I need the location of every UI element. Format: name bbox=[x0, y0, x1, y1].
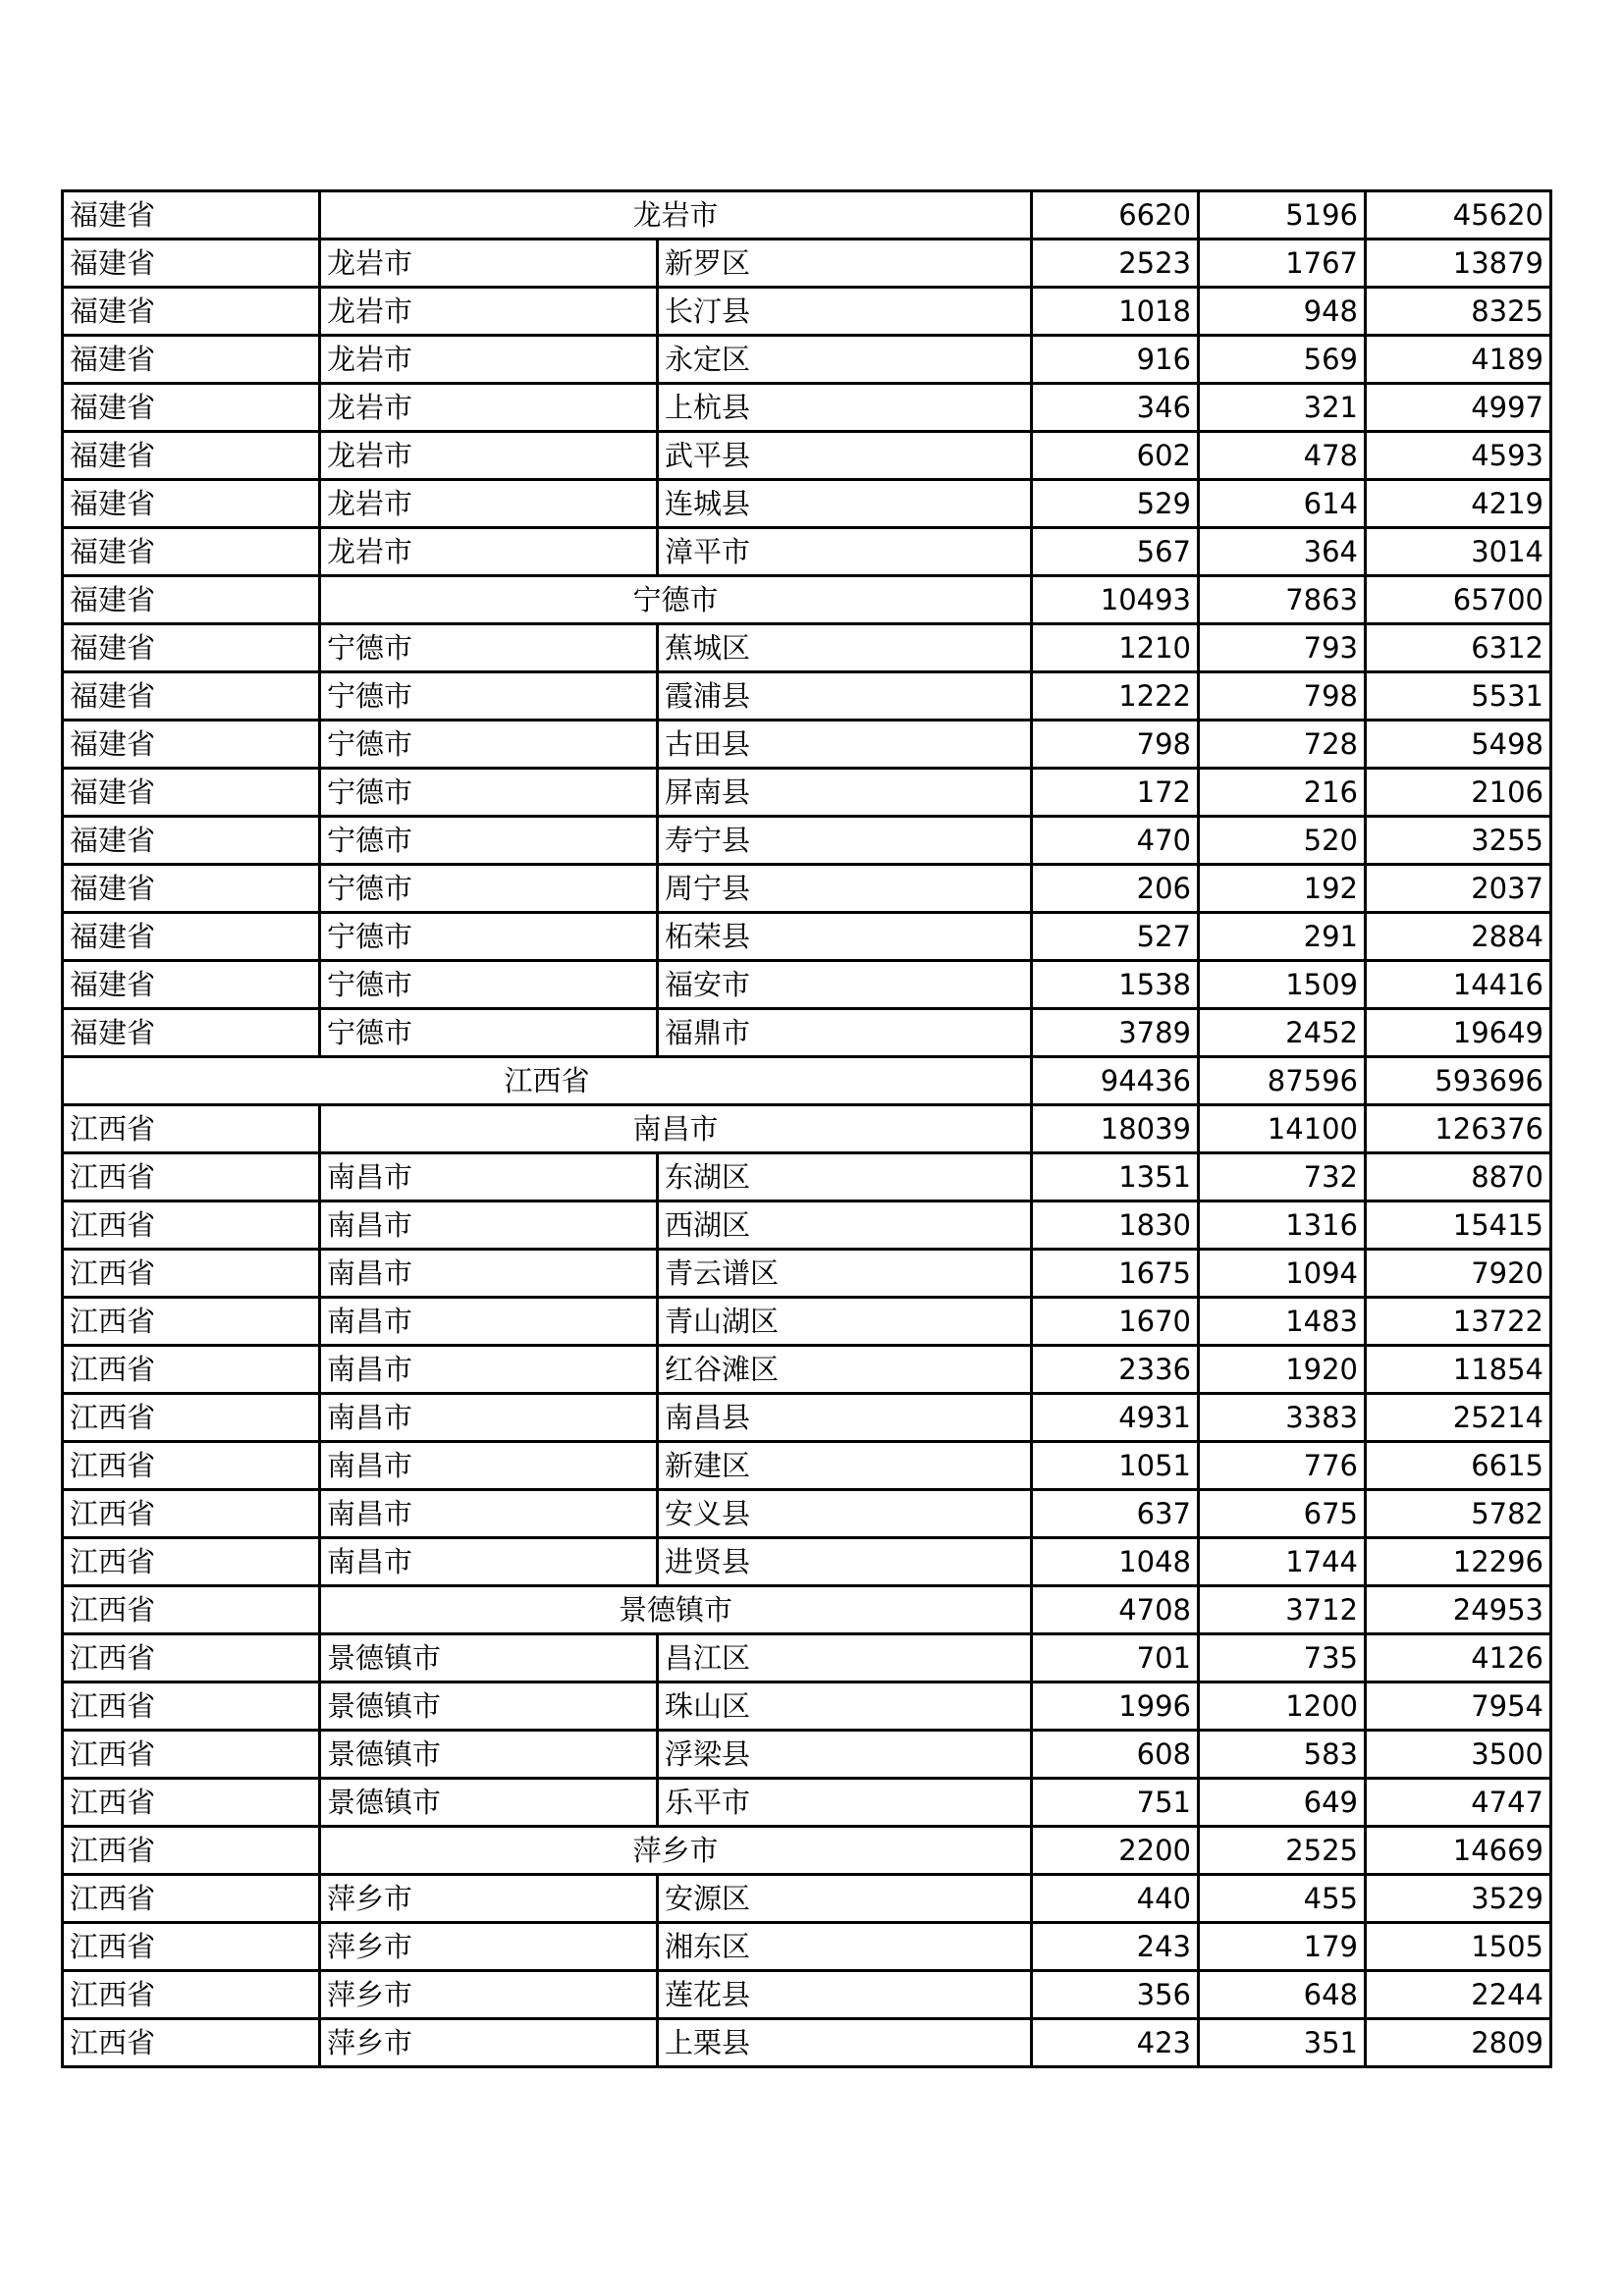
value-cell-1: 1210 bbox=[1032, 624, 1199, 672]
value-cell-3: 126376 bbox=[1366, 1105, 1551, 1153]
table-row bbox=[63, 624, 1551, 672]
district-cell: 漳平市 bbox=[658, 528, 1032, 576]
province-cell: 福建省 bbox=[63, 1009, 320, 1057]
value-cell-3: 4997 bbox=[1366, 384, 1551, 432]
value-cell-3: 2884 bbox=[1366, 913, 1551, 961]
table-row bbox=[63, 1490, 1551, 1538]
value-cell-3: 13722 bbox=[1366, 1298, 1551, 1346]
table-row bbox=[63, 1779, 1551, 1827]
value-cell-3: 15415 bbox=[1366, 1201, 1551, 1250]
value-cell-2: 648 bbox=[1199, 1971, 1366, 2019]
district-cell: 霞浦县 bbox=[658, 672, 1032, 721]
value-cell-2: 798 bbox=[1199, 672, 1366, 721]
district-cell: 柘荣县 bbox=[658, 913, 1032, 961]
province-cell: 江西省 bbox=[63, 1971, 320, 2019]
value-cell-1: 243 bbox=[1032, 1923, 1199, 1971]
value-cell-3: 5531 bbox=[1366, 672, 1551, 721]
city-cell: 宁德市 bbox=[320, 624, 658, 672]
value-cell-2: 3383 bbox=[1199, 1394, 1366, 1442]
province-cell: 江西省 bbox=[63, 2019, 320, 2067]
value-cell-1: 2200 bbox=[1032, 1827, 1199, 1875]
district-cell: 连城县 bbox=[658, 480, 1032, 528]
value-cell-1: 529 bbox=[1032, 480, 1199, 528]
city-cell: 南昌市 bbox=[320, 1153, 658, 1201]
value-cell-3: 3529 bbox=[1366, 1875, 1551, 1923]
value-cell-3: 4747 bbox=[1366, 1779, 1551, 1827]
district-cell: 周宁县 bbox=[658, 865, 1032, 913]
value-cell-1: 602 bbox=[1032, 432, 1199, 480]
value-cell-1: 701 bbox=[1032, 1634, 1199, 1682]
province-cell: 江西省 bbox=[63, 1538, 320, 1586]
district-cell: 红谷滩区 bbox=[658, 1346, 1032, 1394]
value-cell-2: 1094 bbox=[1199, 1250, 1366, 1298]
value-cell-2: 1483 bbox=[1199, 1298, 1366, 1346]
city-cell: 龙岩市 bbox=[320, 528, 658, 576]
district-cell: 青山湖区 bbox=[658, 1298, 1032, 1346]
value-cell-3: 13879 bbox=[1366, 240, 1551, 288]
city-cell: 萍乡市 bbox=[320, 2019, 658, 2067]
city-cell: 南昌市 bbox=[320, 1490, 658, 1538]
table-row bbox=[63, 1250, 1551, 1298]
province-cell: 福建省 bbox=[63, 576, 320, 624]
province-cell: 江西省 bbox=[63, 1490, 320, 1538]
value-cell-2: 14100 bbox=[1199, 1105, 1366, 1153]
city-cell: 南昌市 bbox=[320, 1298, 658, 1346]
table-row bbox=[63, 1971, 1551, 2019]
table-row bbox=[63, 961, 1551, 1009]
value-cell-1: 1351 bbox=[1032, 1153, 1199, 1201]
value-cell-2: 478 bbox=[1199, 432, 1366, 480]
value-cell-1: 356 bbox=[1032, 1971, 1199, 2019]
table-row bbox=[63, 336, 1551, 384]
value-cell-1: 751 bbox=[1032, 1779, 1199, 1827]
district-cell: 乐平市 bbox=[658, 1779, 1032, 1827]
value-cell-3: 2106 bbox=[1366, 769, 1551, 817]
district-cell: 长汀县 bbox=[658, 288, 1032, 336]
value-cell-1: 1675 bbox=[1032, 1250, 1199, 1298]
value-cell-2: 614 bbox=[1199, 480, 1366, 528]
value-cell-1: 440 bbox=[1032, 1875, 1199, 1923]
district-cell: 湘东区 bbox=[658, 1923, 1032, 1971]
city-cell: 宁德市 bbox=[320, 721, 658, 769]
district-cell: 浮梁县 bbox=[658, 1731, 1032, 1779]
district-cell: 武平县 bbox=[658, 432, 1032, 480]
table-row bbox=[63, 769, 1551, 817]
city-cell: 宁德市 bbox=[320, 769, 658, 817]
city-total-cell: 宁德市 bbox=[320, 576, 1032, 624]
city-cell: 宁德市 bbox=[320, 913, 658, 961]
table-row bbox=[63, 1827, 1551, 1875]
city-cell: 龙岩市 bbox=[320, 288, 658, 336]
table-row bbox=[63, 191, 1551, 240]
value-cell-2: 7863 bbox=[1199, 576, 1366, 624]
value-cell-2: 793 bbox=[1199, 624, 1366, 672]
table-row bbox=[63, 1586, 1551, 1634]
value-cell-3: 1505 bbox=[1366, 1923, 1551, 1971]
province-cell: 江西省 bbox=[63, 1153, 320, 1201]
value-cell-2: 5196 bbox=[1199, 191, 1366, 240]
value-cell-3: 593696 bbox=[1366, 1057, 1551, 1105]
value-cell-3: 3014 bbox=[1366, 528, 1551, 576]
value-cell-3: 25214 bbox=[1366, 1394, 1551, 1442]
value-cell-1: 2523 bbox=[1032, 240, 1199, 288]
value-cell-1: 423 bbox=[1032, 2019, 1199, 2067]
value-cell-1: 637 bbox=[1032, 1490, 1199, 1538]
value-cell-3: 3255 bbox=[1366, 817, 1551, 865]
value-cell-3: 2037 bbox=[1366, 865, 1551, 913]
province-cell: 江西省 bbox=[63, 1298, 320, 1346]
value-cell-1: 798 bbox=[1032, 721, 1199, 769]
value-cell-3: 14416 bbox=[1366, 961, 1551, 1009]
table-row bbox=[63, 1105, 1551, 1153]
value-cell-3: 3500 bbox=[1366, 1731, 1551, 1779]
value-cell-2: 1316 bbox=[1199, 1201, 1366, 1250]
table-row bbox=[63, 1634, 1551, 1682]
value-cell-2: 649 bbox=[1199, 1779, 1366, 1827]
value-cell-3: 5498 bbox=[1366, 721, 1551, 769]
value-cell-1: 18039 bbox=[1032, 1105, 1199, 1153]
district-cell: 屏南县 bbox=[658, 769, 1032, 817]
table-row bbox=[63, 1682, 1551, 1731]
value-cell-3: 45620 bbox=[1366, 191, 1551, 240]
value-cell-2: 179 bbox=[1199, 1923, 1366, 1971]
value-cell-1: 1048 bbox=[1032, 1538, 1199, 1586]
province-cell: 江西省 bbox=[63, 1682, 320, 1731]
district-cell: 进贤县 bbox=[658, 1538, 1032, 1586]
value-cell-1: 4708 bbox=[1032, 1586, 1199, 1634]
value-cell-3: 7954 bbox=[1366, 1682, 1551, 1731]
value-cell-2: 1744 bbox=[1199, 1538, 1366, 1586]
district-cell: 安源区 bbox=[658, 1875, 1032, 1923]
city-cell: 龙岩市 bbox=[320, 480, 658, 528]
value-cell-1: 1670 bbox=[1032, 1298, 1199, 1346]
value-cell-2: 291 bbox=[1199, 913, 1366, 961]
value-cell-1: 608 bbox=[1032, 1731, 1199, 1779]
district-cell: 古田县 bbox=[658, 721, 1032, 769]
value-cell-3: 5782 bbox=[1366, 1490, 1551, 1538]
table-row bbox=[63, 576, 1551, 624]
city-cell: 龙岩市 bbox=[320, 384, 658, 432]
table-row bbox=[63, 1538, 1551, 1586]
value-cell-3: 11854 bbox=[1366, 1346, 1551, 1394]
city-total-cell: 萍乡市 bbox=[320, 1827, 1032, 1875]
province-cell: 江西省 bbox=[63, 1586, 320, 1634]
province-cell: 福建省 bbox=[63, 624, 320, 672]
value-cell-2: 1767 bbox=[1199, 240, 1366, 288]
city-cell: 景德镇市 bbox=[320, 1731, 658, 1779]
city-cell: 宁德市 bbox=[320, 817, 658, 865]
district-cell: 福安市 bbox=[658, 961, 1032, 1009]
city-cell: 南昌市 bbox=[320, 1250, 658, 1298]
value-cell-1: 1051 bbox=[1032, 1442, 1199, 1490]
value-cell-3: 14669 bbox=[1366, 1827, 1551, 1875]
district-cell: 蕉城区 bbox=[658, 624, 1032, 672]
province-cell: 福建省 bbox=[63, 480, 320, 528]
province-cell: 福建省 bbox=[63, 817, 320, 865]
value-cell-3: 8870 bbox=[1366, 1153, 1551, 1201]
value-cell-2: 776 bbox=[1199, 1442, 1366, 1490]
table-row bbox=[63, 1201, 1551, 1250]
value-cell-3: 24953 bbox=[1366, 1586, 1551, 1634]
city-cell: 萍乡市 bbox=[320, 1875, 658, 1923]
value-cell-3: 4189 bbox=[1366, 336, 1551, 384]
value-cell-2: 728 bbox=[1199, 721, 1366, 769]
province-cell: 江西省 bbox=[63, 1634, 320, 1682]
value-cell-2: 1920 bbox=[1199, 1346, 1366, 1394]
value-cell-2: 675 bbox=[1199, 1490, 1366, 1538]
city-cell: 萍乡市 bbox=[320, 1971, 658, 2019]
district-cell: 昌江区 bbox=[658, 1634, 1032, 1682]
table-row bbox=[63, 672, 1551, 721]
district-cell: 上栗县 bbox=[658, 2019, 1032, 2067]
district-cell: 上杭县 bbox=[658, 384, 1032, 432]
city-cell: 宁德市 bbox=[320, 672, 658, 721]
value-cell-3: 6615 bbox=[1366, 1442, 1551, 1490]
province-cell: 江西省 bbox=[63, 1731, 320, 1779]
table-row bbox=[63, 817, 1551, 865]
table-row bbox=[63, 432, 1551, 480]
district-cell: 青云谱区 bbox=[658, 1250, 1032, 1298]
province-cell: 福建省 bbox=[63, 240, 320, 288]
table-row bbox=[63, 1009, 1551, 1057]
value-cell-3: 4219 bbox=[1366, 480, 1551, 528]
province-cell: 江西省 bbox=[63, 1779, 320, 1827]
district-cell: 安义县 bbox=[658, 1490, 1032, 1538]
value-cell-2: 732 bbox=[1199, 1153, 1366, 1201]
table-row bbox=[63, 480, 1551, 528]
value-cell-3: 4593 bbox=[1366, 432, 1551, 480]
province-cell: 江西省 bbox=[63, 1250, 320, 1298]
province-cell: 福建省 bbox=[63, 432, 320, 480]
district-cell: 寿宁县 bbox=[658, 817, 1032, 865]
city-cell: 宁德市 bbox=[320, 961, 658, 1009]
city-cell: 景德镇市 bbox=[320, 1682, 658, 1731]
district-cell: 西湖区 bbox=[658, 1201, 1032, 1250]
province-cell: 福建省 bbox=[63, 384, 320, 432]
value-cell-2: 735 bbox=[1199, 1634, 1366, 1682]
district-cell: 东湖区 bbox=[658, 1153, 1032, 1201]
city-cell: 景德镇市 bbox=[320, 1634, 658, 1682]
value-cell-1: 1996 bbox=[1032, 1682, 1199, 1731]
value-cell-2: 569 bbox=[1199, 336, 1366, 384]
value-cell-1: 4931 bbox=[1032, 1394, 1199, 1442]
province-cell: 江西省 bbox=[63, 1827, 320, 1875]
district-cell: 南昌县 bbox=[658, 1394, 1032, 1442]
city-cell: 南昌市 bbox=[320, 1394, 658, 1442]
district-cell: 新建区 bbox=[658, 1442, 1032, 1490]
value-cell-2: 1509 bbox=[1199, 961, 1366, 1009]
value-cell-1: 6620 bbox=[1032, 191, 1199, 240]
city-cell: 宁德市 bbox=[320, 1009, 658, 1057]
city-total-cell: 景德镇市 bbox=[320, 1586, 1032, 1634]
city-cell: 南昌市 bbox=[320, 1442, 658, 1490]
city-cell: 南昌市 bbox=[320, 1346, 658, 1394]
value-cell-1: 916 bbox=[1032, 336, 1199, 384]
province-cell: 福建省 bbox=[63, 961, 320, 1009]
value-cell-1: 1018 bbox=[1032, 288, 1199, 336]
table-row bbox=[63, 1057, 1551, 1105]
table-row bbox=[63, 1346, 1551, 1394]
value-cell-2: 3712 bbox=[1199, 1586, 1366, 1634]
value-cell-1: 567 bbox=[1032, 528, 1199, 576]
city-cell: 龙岩市 bbox=[320, 240, 658, 288]
province-cell: 福建省 bbox=[63, 288, 320, 336]
value-cell-3: 8325 bbox=[1366, 288, 1551, 336]
table-row bbox=[63, 384, 1551, 432]
value-cell-3: 2809 bbox=[1366, 2019, 1551, 2067]
province-cell: 福建省 bbox=[63, 769, 320, 817]
city-cell: 南昌市 bbox=[320, 1538, 658, 1586]
value-cell-1: 527 bbox=[1032, 913, 1199, 961]
province-cell: 福建省 bbox=[63, 191, 320, 240]
value-cell-2: 1200 bbox=[1199, 1682, 1366, 1731]
district-cell: 莲花县 bbox=[658, 1971, 1032, 2019]
value-cell-2: 455 bbox=[1199, 1875, 1366, 1923]
table-row bbox=[63, 288, 1551, 336]
table-row bbox=[63, 1394, 1551, 1442]
value-cell-1: 1830 bbox=[1032, 1201, 1199, 1250]
value-cell-1: 94436 bbox=[1032, 1057, 1199, 1105]
table-row bbox=[63, 721, 1551, 769]
province-cell: 江西省 bbox=[63, 1346, 320, 1394]
table-row bbox=[63, 240, 1551, 288]
province-cell: 江西省 bbox=[63, 1875, 320, 1923]
province-cell: 江西省 bbox=[63, 1201, 320, 1250]
city-cell: 宁德市 bbox=[320, 865, 658, 913]
table-body bbox=[63, 191, 1551, 2067]
table-row bbox=[63, 913, 1551, 961]
value-cell-2: 2525 bbox=[1199, 1827, 1366, 1875]
table-row bbox=[63, 1923, 1551, 1971]
value-cell-1: 1538 bbox=[1032, 961, 1199, 1009]
province-cell: 福建省 bbox=[63, 865, 320, 913]
value-cell-2: 364 bbox=[1199, 528, 1366, 576]
value-cell-2: 216 bbox=[1199, 769, 1366, 817]
value-cell-3: 2244 bbox=[1366, 1971, 1551, 2019]
province-cell: 江西省 bbox=[63, 1394, 320, 1442]
value-cell-2: 520 bbox=[1199, 817, 1366, 865]
value-cell-2: 321 bbox=[1199, 384, 1366, 432]
city-cell: 龙岩市 bbox=[320, 336, 658, 384]
value-cell-2: 2452 bbox=[1199, 1009, 1366, 1057]
value-cell-1: 1222 bbox=[1032, 672, 1199, 721]
province-total-cell: 江西省 bbox=[63, 1057, 1032, 1105]
city-cell: 萍乡市 bbox=[320, 1923, 658, 1971]
province-cell: 福建省 bbox=[63, 672, 320, 721]
value-cell-2: 583 bbox=[1199, 1731, 1366, 1779]
value-cell-1: 346 bbox=[1032, 384, 1199, 432]
value-cell-1: 206 bbox=[1032, 865, 1199, 913]
table-row bbox=[63, 2019, 1551, 2067]
district-cell: 福鼎市 bbox=[658, 1009, 1032, 1057]
province-cell: 江西省 bbox=[63, 1105, 320, 1153]
province-cell: 福建省 bbox=[63, 913, 320, 961]
table-row bbox=[63, 528, 1551, 576]
value-cell-3: 65700 bbox=[1366, 576, 1551, 624]
table-row bbox=[63, 1153, 1551, 1201]
province-cell: 福建省 bbox=[63, 336, 320, 384]
table-row bbox=[63, 1298, 1551, 1346]
value-cell-2: 948 bbox=[1199, 288, 1366, 336]
city-total-cell: 龙岩市 bbox=[320, 191, 1032, 240]
city-total-cell: 南昌市 bbox=[320, 1105, 1032, 1153]
value-cell-1: 470 bbox=[1032, 817, 1199, 865]
province-cell: 江西省 bbox=[63, 1442, 320, 1490]
district-cell: 永定区 bbox=[658, 336, 1032, 384]
value-cell-3: 6312 bbox=[1366, 624, 1551, 672]
city-cell: 景德镇市 bbox=[320, 1779, 658, 1827]
province-cell: 江西省 bbox=[63, 1923, 320, 1971]
table-row bbox=[63, 1875, 1551, 1923]
value-cell-2: 351 bbox=[1199, 2019, 1366, 2067]
value-cell-1: 3789 bbox=[1032, 1009, 1199, 1057]
city-cell: 南昌市 bbox=[320, 1201, 658, 1250]
province-cell: 福建省 bbox=[63, 528, 320, 576]
value-cell-3: 12296 bbox=[1366, 1538, 1551, 1586]
value-cell-3: 4126 bbox=[1366, 1634, 1551, 1682]
value-cell-2: 192 bbox=[1199, 865, 1366, 913]
value-cell-3: 7920 bbox=[1366, 1250, 1551, 1298]
table-row bbox=[63, 1731, 1551, 1779]
value-cell-1: 172 bbox=[1032, 769, 1199, 817]
table-row bbox=[63, 865, 1551, 913]
district-cell: 珠山区 bbox=[658, 1682, 1032, 1731]
value-cell-1: 10493 bbox=[1032, 576, 1199, 624]
value-cell-2: 87596 bbox=[1199, 1057, 1366, 1105]
city-cell: 龙岩市 bbox=[320, 432, 658, 480]
value-cell-1: 2336 bbox=[1032, 1346, 1199, 1394]
province-cell: 福建省 bbox=[63, 721, 320, 769]
statistics-table bbox=[61, 189, 1552, 2068]
table-row bbox=[63, 1442, 1551, 1490]
district-cell: 新罗区 bbox=[658, 240, 1032, 288]
value-cell-3: 19649 bbox=[1366, 1009, 1551, 1057]
